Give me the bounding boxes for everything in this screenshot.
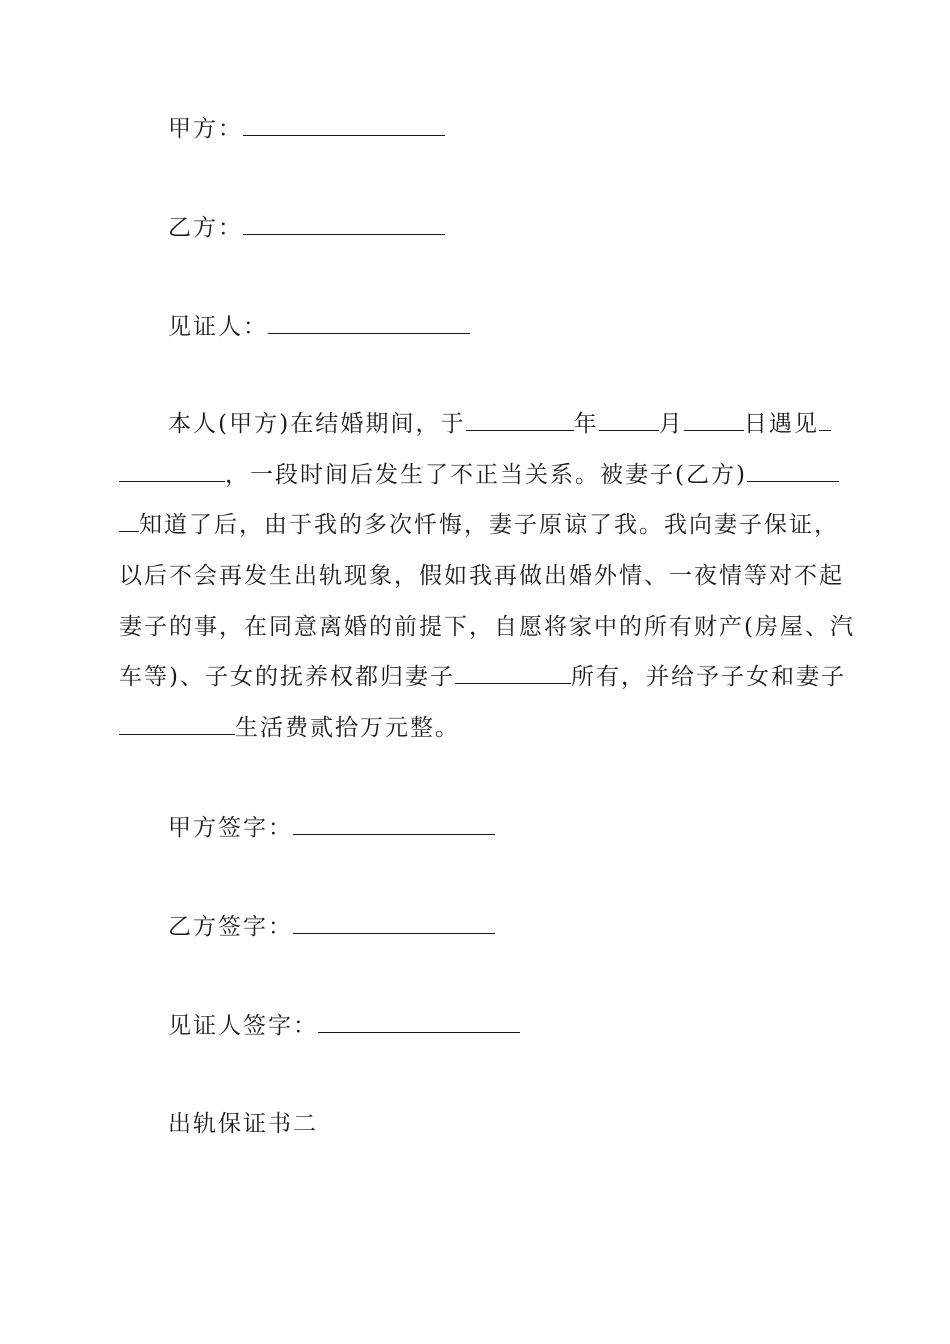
party-b-blank[interactable] — [243, 212, 445, 235]
wife-name-blank[interactable] — [747, 459, 839, 482]
witness-blank[interactable] — [268, 311, 470, 334]
paragraph-line-7 — [119, 712, 831, 763]
next-section-title: 出轨保证书二 — [168, 1111, 318, 1137]
paragraph-text: 所有，并给予子女和妻子 — [570, 664, 846, 691]
paragraph-line-2 — [119, 459, 831, 510]
party-b-sign-label: 乙方签字： — [168, 914, 293, 940]
paragraph-line-1 — [119, 408, 831, 459]
witness-sign-label: 见证人签字： — [168, 1013, 318, 1039]
witness-label: 见证人： — [168, 314, 268, 340]
paragraph-line-3 — [119, 509, 839, 560]
month-blank[interactable] — [599, 408, 659, 431]
living-expense-blank[interactable] — [119, 712, 235, 735]
party-b-label: 乙方： — [168, 215, 243, 241]
party-a-sign-label: 甲方签字： — [168, 815, 293, 841]
party-b-field — [168, 212, 445, 244]
party-a-signature-blank[interactable] — [293, 812, 495, 835]
party-a-field — [168, 113, 445, 145]
paragraph-text: 日遇见 — [743, 411, 820, 437]
witness-field — [168, 311, 470, 343]
third-party-blank-start[interactable] — [819, 408, 831, 431]
paragraph-text: ，一段时间后发生了不正当关系。被妻子(乙方) — [225, 461, 747, 488]
day-blank[interactable] — [684, 408, 744, 431]
paragraph-line-5 — [119, 611, 855, 662]
paragraph-text: 知道了后，由于我的多次忏悔，妻子原谅了我。我向妻子保证， — [139, 512, 839, 539]
witness-signature-blank[interactable] — [318, 1010, 520, 1033]
party-a-signature-field — [168, 812, 495, 844]
party-b-signature-blank[interactable] — [293, 911, 495, 934]
party-b-signature-field — [168, 911, 495, 943]
paragraph-text: 妻子的事，在同意离婚的前提下，自愿将家中的所有财产(房屋、汽 — [119, 613, 855, 640]
paragraph-text: 年 — [573, 411, 599, 437]
wife-property-blank[interactable] — [455, 661, 571, 684]
paragraph-text: 车等)、子女的抚养权都归妻子 — [119, 664, 455, 691]
paragraph-text: 生活费贰拾万元整。 — [235, 715, 460, 742]
paragraph-text: 月 — [658, 411, 684, 437]
witness-signature-field — [168, 1010, 520, 1042]
paragraph-text: 以后不会再发生出轨现象，假如我再做出婚外情、一夜情等对不起 — [119, 563, 844, 590]
party-a-blank[interactable] — [243, 113, 445, 136]
year-blank[interactable] — [466, 408, 574, 431]
guarantee-paragraph — [119, 408, 855, 763]
paragraph-text: 本人(甲方)在结婚期间，于 — [168, 411, 466, 437]
wife-name-blank-end[interactable] — [119, 509, 139, 532]
paragraph-line-4 — [119, 560, 844, 611]
party-a-label: 甲方： — [168, 116, 243, 142]
third-party-blank[interactable] — [119, 459, 225, 482]
paragraph-line-6 — [119, 661, 846, 712]
